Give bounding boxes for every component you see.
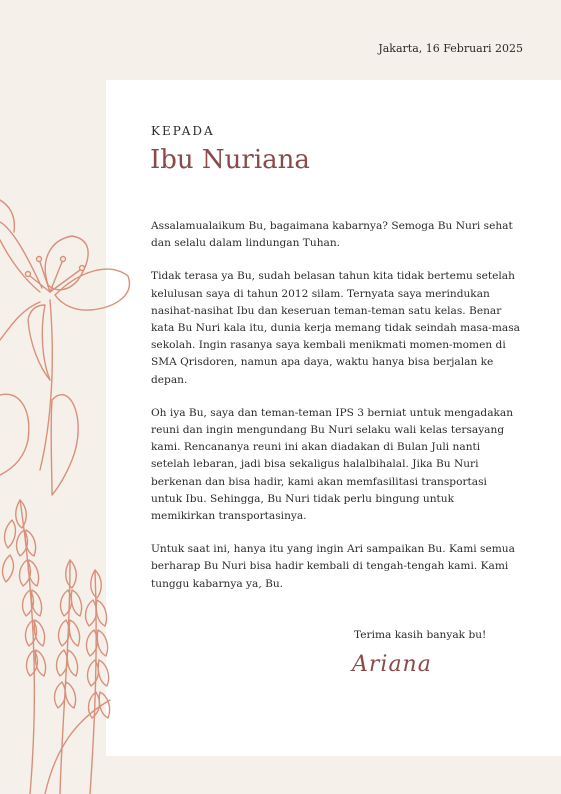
letter-paragraph: Oh iya Bu, saya dan teman-teman IPS 3 berniat untuk mengadakan reuni dan ingin mengundang Bu Nuri selaku wali kelas tersayang kami. Rencananya reuni ini akan diadakan di Bulan Juli nanti setelah lebaran, jadi bisa sekaligus halalbihalal. Jika Bu Nuri berkenan dan bisa hadir, kami akan memfasilitasi transportasi untuk Ibu. Sehingga, Bu Nuri tidak perlu bingung untuk memikirkan transportasinya. (151, 406, 514, 523)
recipient-label: KEPADA (151, 124, 215, 138)
lily-petal (45, 236, 88, 290)
letter-body (151, 218, 521, 609)
lily-petal (0, 222, 42, 288)
wheat-grains (55, 560, 82, 708)
letter-paragraph: Assalamualaikum Bu, bagaimana kabarnya? Semoga Bu Nuri sehat dan selalu dalam lindungan Tuhan. (151, 220, 513, 250)
wheat-stem (90, 570, 96, 794)
letter-paragraph: Untuk saat ini, hanya itu yang ingin Ari sampaikan Bu. Kami semua berharap Bu Nuri bisa hadir kembali di tengah-tengah kami. Kami tunggu kabarnya ya, Bu. (151, 543, 515, 590)
lily-petal (0, 200, 14, 232)
letter-date: Jakarta, 16 Februari 2025 (378, 42, 523, 55)
lily-leaf (51, 395, 78, 495)
lily-petal (0, 240, 40, 292)
lily-stem (40, 300, 52, 470)
lily-petal (0, 302, 40, 340)
letter-paragraph: Tidak terasa ya Bu, sudah belasan tahun kita tidak bertemu setelah kelulusan saya di tahun 2012 silam. Ternyata saya merindukan nasihat-nasihat Ibu dan keseruan teman-teman satu kelas. Benar kata Bu Nuri kala itu, dunia kerja memang tidak seindah masa-masa sekolah. Ingin rasanya saya kembali menikmati momen-momen di SMA Qrisdoren, namun apa daya, waktu hanya bisa berjalan ke depan. (151, 270, 520, 386)
signature: Ariana (352, 652, 432, 677)
recipient-name: Ibu Nuriana (150, 145, 310, 175)
wheat-leaf (45, 700, 110, 794)
letter-closing: Terima kasih banyak bu! (354, 629, 487, 641)
wheat-grains (3, 500, 46, 676)
lily-leaf (0, 394, 29, 475)
wheat-stem (60, 560, 70, 794)
lily-petal (28, 305, 50, 380)
wheat-stem (20, 500, 34, 794)
